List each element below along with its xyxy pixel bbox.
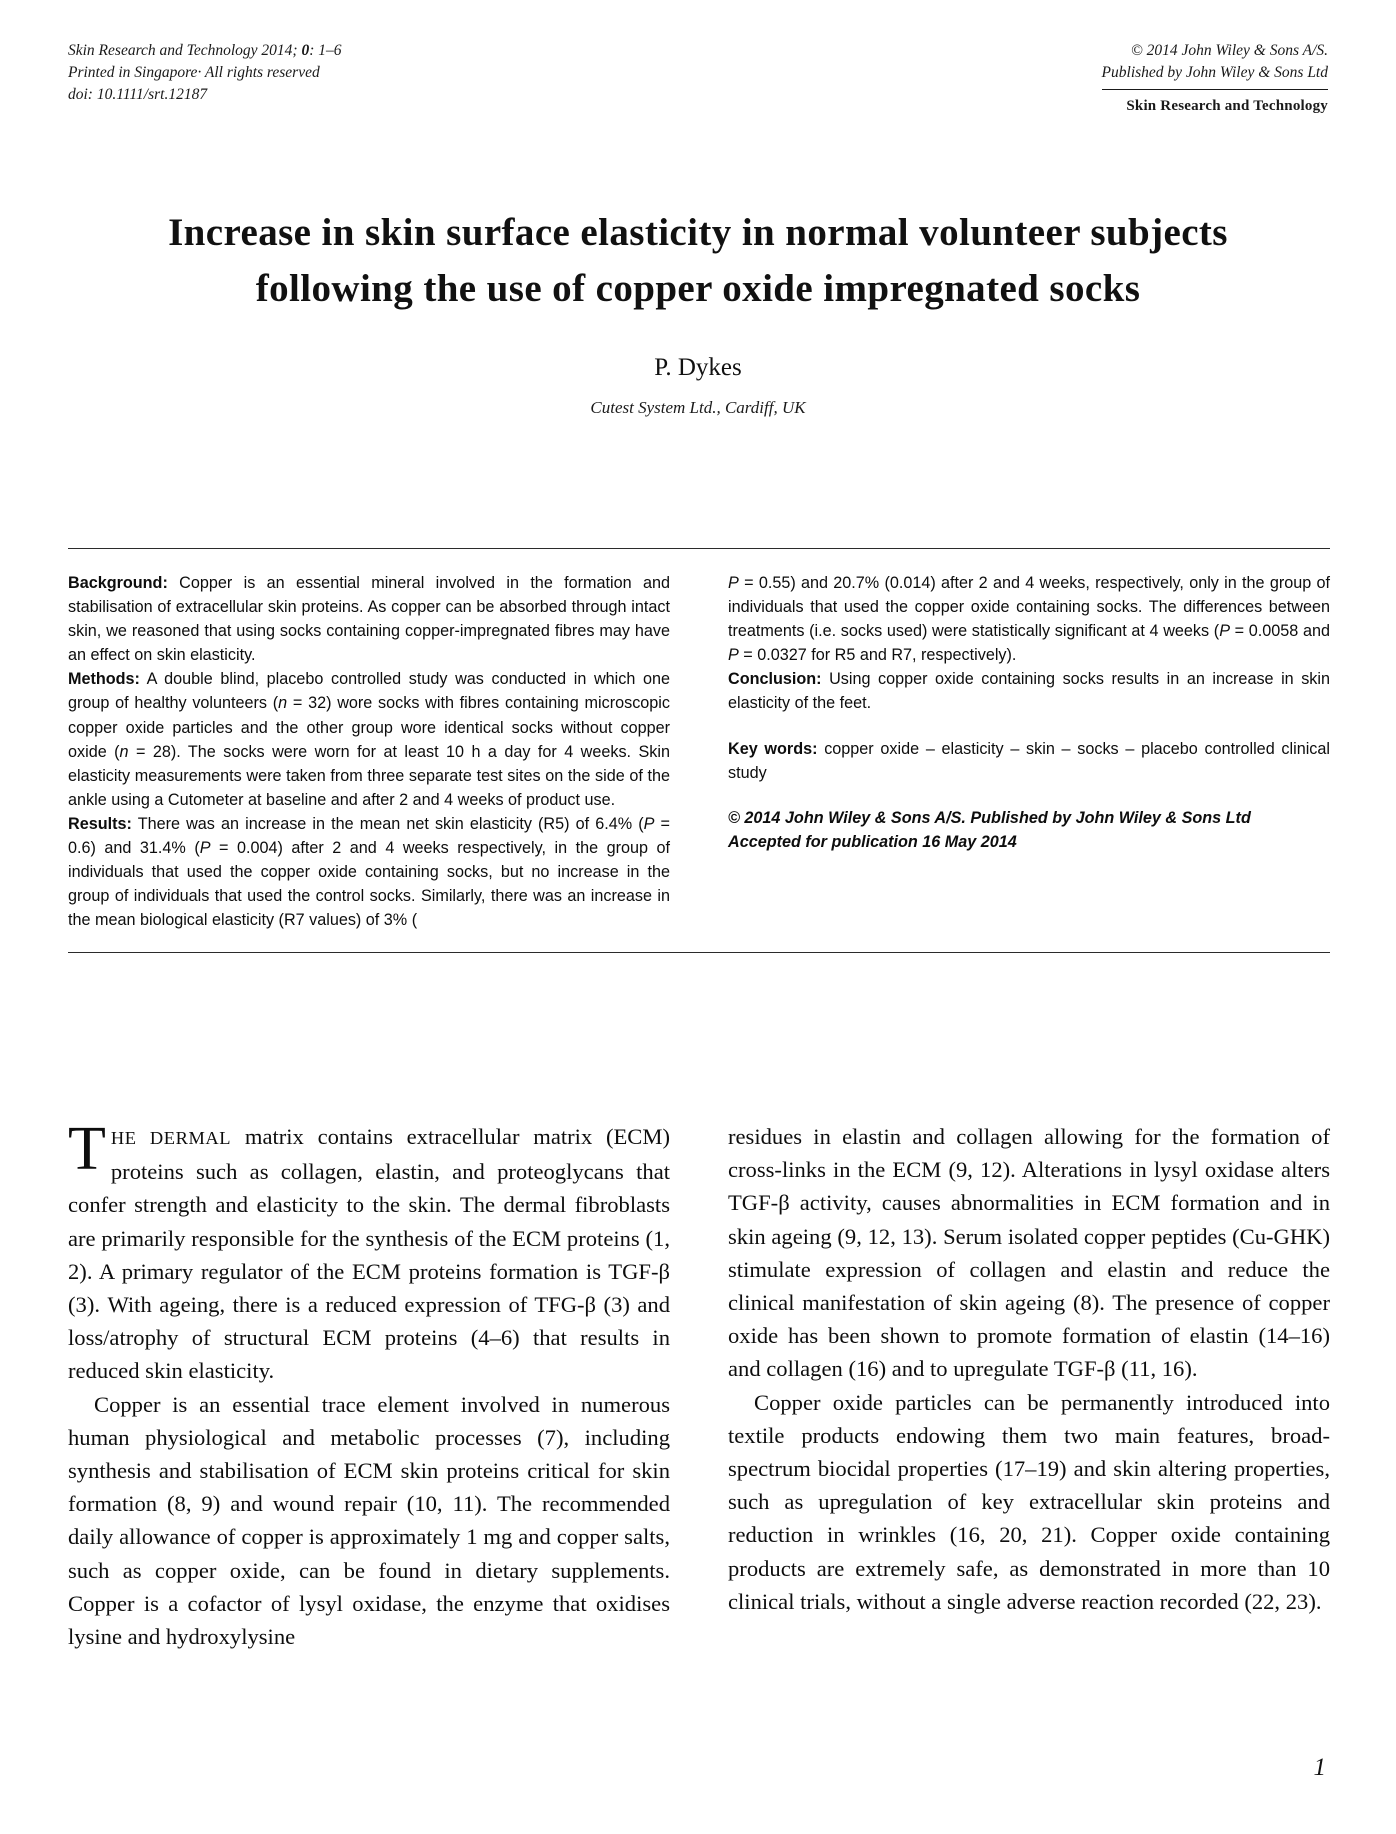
author-affiliation: Cutest System Ltd., Cardiff, UK [590,398,806,417]
doi-line[interactable]: doi: 10.1111/srt.12187 [68,86,208,103]
copyright-block [1102,40,1328,117]
body-section [68,1115,1330,1653]
abstract-results-p2: P [199,839,211,858]
body-paragraph-3: residues in elastin and collagen allowing for the formation of cross-links in the ECM (9, 12). Alterations in lysyl oxidase alters TGF-β activity, causes abnormalities in ECM formation and in skin ageing (9, 12, 13). Serum isolated copper peptides (Cu-GHK) stimulate expression of collagen and elastin and reduce the clinical manifestation of skin ageing (8). The presence of copper oxide has been shown to promote formation of elastin (14–16) and collagen (16) and to upregulate TGF-β (11, 16). [728,1124,1330,1382]
journal-title: Skin Research and Technology [1126,98,1328,114]
abstract-results-p1: P [643,814,655,833]
abstract-results [68,812,670,932]
abstract-results-text-d: = 0.55) and 20.7% (0.014) after 2 and 4 weeks, respectively, only in the group of individuals that used the copper oxide containing socks. The differences between treatments (i.e. socks used) were statistically significant at 4 weeks ( [728,574,1330,641]
running-head [68,40,1328,120]
abstract-accepted-line: Accepted for publication 16 May 2014 [728,832,1017,851]
body-paragraph-2: Copper is an essential trace element involved in numerous human physiological and metabolic processes (7), including synthesis and stabilisation of ECM skin proteins critical for skin formation (8, 9) and wound repair (10, 11). The recommended daily allowance of copper is approximately 1 mg and copper salts, such as copper oxide, can be found in dietary supplements. Copper is a cofactor of lysyl oxidase, the enzyme that oxidises lysine and hydroxylysine [68,1391,670,1650]
body-columns [68,1115,1330,1653]
abstract-results-p5: P [728,646,739,665]
abstract-methods-n1: n [278,694,288,713]
abstract-results-text-e: = 0.0058 and [1230,622,1330,641]
abstract-results-p3: P [728,574,739,592]
journal-volume: 0 [301,42,310,59]
abstract-conclusion-text: Using copper oxide containing socks results in an increase in skin elasticity of the feet. [728,670,1330,713]
title-block [118,205,1278,419]
opening-smallcaps: HE DERMAL [110,1128,232,1148]
abstract-copyright-line: © 2014 John Wiley & Sons A/S. Published by John Wiley & Sons Ltd [728,808,1251,827]
journal-citation-prefix: Skin Research and Technology 2014; [68,42,302,59]
body-column-left [68,1115,670,1653]
abstract-results-text-c: = 0.004) after 2 and 4 weeks respectively, in the group of individuals that used the copper oxide containing socks, but no increase in the group of individuals that used the control socks. Similarly, there was an increase in the mean biological elasticity (R7 values) of 3% ( [68,839,671,930]
journal-citation-block [68,40,342,106]
abstract-keywords [728,737,1330,785]
abstract-section [68,548,1330,953]
author-name: P. Dykes [654,354,742,381]
journal-pages: : 1–6 [309,42,342,59]
abstract-methods [68,667,670,812]
abstract-results-cont [728,571,1330,667]
abstract-keywords-label: Key words: [728,739,818,758]
body-paragraph-1 [68,1115,670,1388]
print-rights-line: Printed in Singapore· All rights reserved [68,64,320,81]
abstract-conclusion-label: Conclusion: [728,670,822,689]
abstract-column-left [68,571,670,932]
abstract-results-text-f: = 0.0327 for R5 and R7, respectively). [738,646,1017,665]
body-column-right [728,1120,1330,1653]
abstract-keywords-text: copper oxide – elasticity – skin – socks – placebo controlled clinical study [728,739,1330,782]
abstract-bottom-rule [68,952,1330,953]
abstract-results-label: Results: [68,814,132,833]
page-title: Increase in skin surface elasticity in normal volunteer subjects following the use of copper oxide impregnated socks [168,211,1228,310]
abstract-columns [68,549,1330,952]
journal-citation-line [68,40,342,62]
abstract-methods-text-c: = 28). The socks were worn for at least 10 h a day for 4 weeks. Skin elasticity measurements were taken from three separate test sites on the side of the ankle using a Cutometer at baseline and after 2 and 4 weeks of product use. [68,742,670,809]
abstract-column-right [728,571,1330,932]
abstract-results-text-b: = 0.6) and 31.4% ( [68,814,671,858]
abstract-methods-label: Methods: [68,670,140,689]
publisher-line: Published by John Wiley & Sons Ltd [1101,64,1328,81]
abstract-background-label: Background: [68,574,168,592]
abstract-methods-text-b: = 32) wore socks with fibres containing microscopic copper oxide particles and the other group wore identical socks without copper oxide ( [68,694,670,761]
abstract-background-text: Copper is an essential mineral involved in the formation and stabilisation of extracellular skin proteins. As copper can be absorbed through intact skin, we reasoned that using socks containing copper-impregnated fibres may have an effect on skin elasticity. [68,574,670,665]
copyright-line: © 2014 John Wiley & Sons A/S. [1130,42,1328,59]
page-number: 1 [1313,1754,1326,1781]
abstract-methods-n2: n [119,742,129,761]
abstract-background [68,571,670,667]
abstract-conclusion [728,667,1330,715]
abstract-results-p4: P [1219,622,1230,641]
body-paragraph-4: Copper oxide particles can be permanently introduced into textile products endowing them two main features, broad-spectrum biocidal properties (17–19) and skin altering properties, such as upregulation of key extracellular skin proteins and reduction in wrinkles (16, 20, 21). Copper oxide containing products are extremely safe, as demonstrated in more than 10 clinical trials, without a single adverse reaction recorded (22, 23). [728,1389,1330,1614]
body-paragraph-1-text: matrix contains extracellular matrix (ECM) proteins such as collagen, elastin, and proteoglycans that confer strength and elasticity to the skin. The dermal fibroblasts are primarily responsible for the synthesis of the ECM proteins (1, 2). A primary regulator of the ECM proteins formation is TGF-β (3). With ageing, there is a reduced expression of TFG-β (3) and loss/atrophy of structural ECM proteins (4–6) that results in reduced skin elasticity. [68,1124,670,1384]
abstract-methods-text-a: A double blind, placebo controlled study was conducted in which one group of healthy volunteers ( [68,670,670,713]
abstract-results-text-a: There was an increase in the mean net skin elasticity (R5) of 6.4% ( [131,814,644,833]
drop-cap: T [68,1115,106,1183]
